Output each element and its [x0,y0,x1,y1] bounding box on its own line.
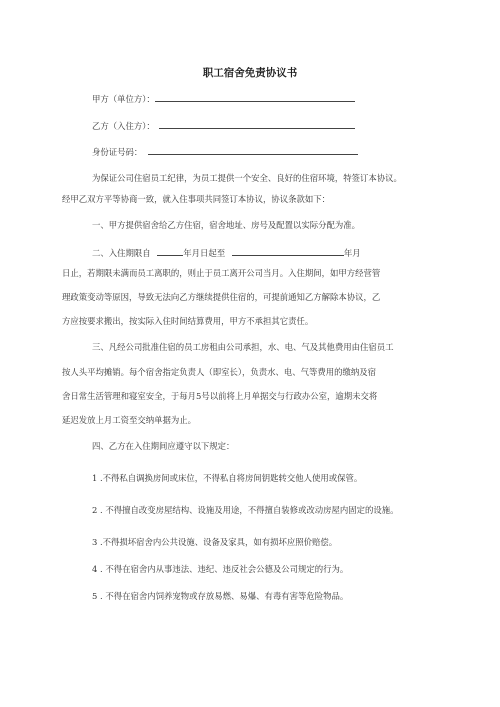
clause-2-body-line: 日止，若期限未满而员工离职的，则止于员工离开公司当月。入住期间，如甲方经营管 [62,268,381,278]
clause-3-line: 按人头平均摊销。每个宿舍指定负责人（即室长），负责水、电、气等费用的缴纳及宿 [62,367,377,377]
clause-3-line: 舍日常生活管理和寝室安全，于每月5号以前将上月单据交与行政办公室，逾期未交将 [62,391,378,401]
id-number-field [92,145,358,158]
rule-text: . 不得在宿舍内饲养宠物或存放易燃、易爆、有毒有害等危险物品。 [100,591,349,601]
rule-text: . 不得擅自改变房屋结构、设施及用途，不得擅自装修或改动房屋内固定的设施。 [100,505,399,515]
clause-3-line: 三、凡经公司批准住宿的员工房租由公司承担，水、电、气及其他费用由住宿员工 [92,342,394,352]
rule-item [92,536,337,548]
clause-2-end-year-blank [232,246,344,256]
id-number-label: 身份证号码： [92,147,143,157]
clause-3-line: 延迟发放上月工资至交纳单据为止。 [62,415,196,425]
clause-2-prefix: 二、入住期限自 [92,248,151,258]
party-b-field [92,119,355,132]
party-b-blank [159,119,355,129]
rule-number: 5 [92,591,98,601]
party-a-field [92,92,355,105]
clause-4: 四、乙方在入住期间应遵守以下规定： [92,441,235,451]
clause-1: 一、甲方提供宿舍给乙方住宿，宿舍地址、房号及配置以实际分配为准。 [92,220,360,230]
rule-number: 3 [92,537,98,547]
rule-number: 1 [92,473,98,483]
party-b-label: 乙方（入住方）： [92,121,155,131]
clause-2-suffix: 年月 [343,248,361,258]
rule-item [92,472,362,484]
party-a-label: 甲方（单位方）： [92,94,155,104]
clause-2-header [92,246,361,259]
rule-text: . 不得在宿舍内从事违法、违纪、违反社会公德及公司规定的行为。 [100,564,349,574]
clause-2-start-year-blank [157,246,183,256]
rule-number: 2 [92,505,98,515]
rule-text: .不得私自调换房间或床位，不得私自将房间钥匙转交他人使用或保管。 [100,473,363,483]
document-title: 职工宿舍免责协议书 [202,67,298,79]
clause-2-body-line: 理政策变动等原因，导致无法向乙方继续提供住宿的，可提前通知乙方解除本协议，乙 [62,292,381,302]
party-a-blank [155,92,355,102]
id-number-blank [148,145,358,155]
intro-line-1: 为保证公司住宿员工纪律，为员工提供一个安全、良好的住宿环境，特签订本协议。 [92,173,402,183]
rule-item [92,590,348,602]
rule-item [92,504,398,516]
clause-2-mid: 年月日起至 [183,248,226,258]
rule-item [92,563,348,575]
rule-number: 4 [92,564,98,574]
intro-line-2: 经甲乙双方平等协商一致，就入住事项共同签订本协议，协议条款如下： [62,194,330,204]
clause-2-body-line: 方应按要求搬出，按实际入住时间结算费用，甲方不承担其它责任。 [62,316,314,326]
rule-text: .不得损坏宿舍内公共设施、设备及家具，如有损坏应照价赔偿。 [100,537,338,547]
